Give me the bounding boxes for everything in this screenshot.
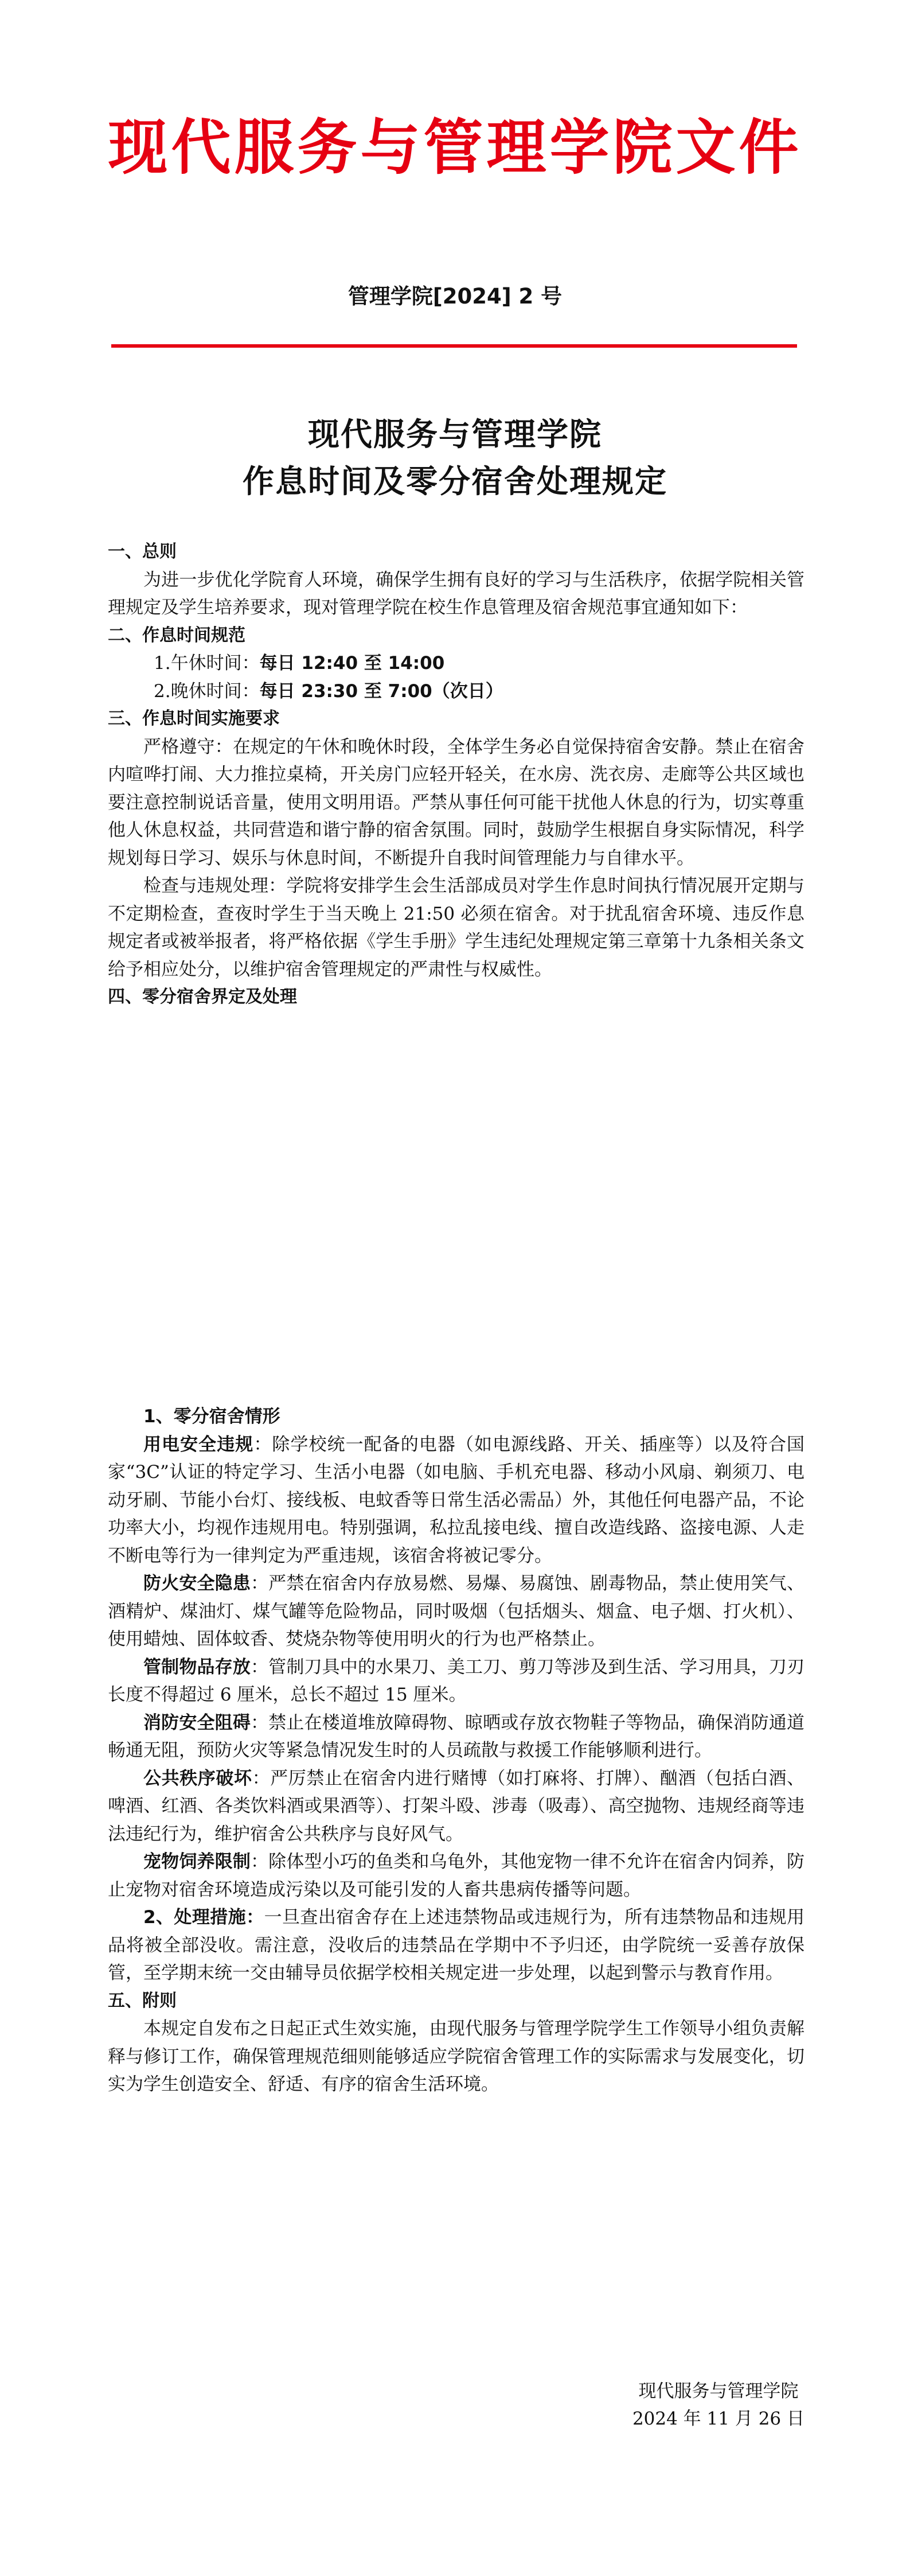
case-electrical-label: 用电安全违规: [143, 1434, 254, 1455]
schedule-item-night-rest: [108, 678, 804, 706]
signature-date: 2024 年 11 月 26 日: [632, 2408, 804, 2429]
document-header-title: 现代服务与管理学院文件: [108, 112, 802, 182]
section-general-paragraph: 为进一步优化学院育人环境，确保学生拥有良好的学习与生活秩序，依据学院相关管理规定及学生培养要求，现对管理学院在校生作息管理及宿舍规范事宜通知如下：: [108, 569, 804, 618]
case-order-label: 公共秩序破坏: [143, 1768, 252, 1789]
handling-measures: [108, 1904, 804, 1987]
case-pet-text: ：除体型小巧的鱼类和乌龟外，其他宠物一律不允许在宿舍内饲养，防止宠物对宿舍环境造成污染以及可能引发的人畜共患病传播等问题。: [108, 1851, 804, 1900]
case-public-order: [108, 1765, 804, 1849]
requirements-paragraph-inspection: 检查与违规处理：学院将安排学生会生活部成员对学生作息时间执行情况展开定期与不定期检查，查夜时学生于当天晚上 21:50 必须在宿舍。对于扰乱宿舍环境、违反作息规定者或被举报者，将严格依据《学生手册》学生违纪处理规定第三章第十九条相关条文给予相应处分，以维护宿舍管理规定的严肃性与权威性。: [108, 875, 804, 980]
handling-measures-label: 2、处理措施：: [143, 1907, 264, 1928]
signature-block: [632, 2377, 804, 2433]
section-heading-requirements: 三、作息时间实施要求: [108, 709, 280, 729]
supplementary-paragraph: 本规定自发布之日起正式生效实施，由现代服务与管理学院学生工作领导小组负责解释与修订工作，确保管理规范细则能够适应学院宿舍管理工作的实际需求与发展变化，切实为学生创造安全、舒适、有序的宿舍生活环境。: [108, 2018, 804, 2095]
section-heading-schedule: 二、作息时间规范: [108, 625, 245, 645]
document-title-line-2: 作息时间及零分宿舍处理规定: [242, 463, 667, 500]
case-controlled-items: [108, 1653, 804, 1709]
section-heading-supplementary: 五、附则: [108, 1990, 177, 2011]
zero-score-cases-heading: 1、零分宿舍情形: [143, 1406, 280, 1427]
case-electrical-safety: [108, 1431, 804, 1570]
requirements-paragraph-compliance: 严格遵守：在规定的午休和晚休时段，全体学生务必自觉保持宿舍安静。禁止在宿舍内喧哗打闹、大力推拉桌椅，开关房门应轻开轻关，在水房、洗衣房、走廊等公共区域也要注意控制说话音量，使用文明用语。严禁从事任何可能干扰他人休息的行为，切实尊重他人休息权益，共同营造和谐宁静的宿舍氛围。同时，鼓励学生根据自身实际情况，科学规划每日学习、娱乐与休息时间，不断提升自我时间管理能力与自律水平。: [108, 736, 804, 869]
case-fire-hazard: [108, 1570, 804, 1653]
section-heading-zero-score: 四、零分宿舍界定及处理: [108, 987, 297, 1007]
handling-measures-text: 一旦查出宿舍存在上述违禁物品或违规行为，所有违禁物品和违规用品将被全部没收。需注意，没收后的违禁品在学期中不予归还，由学院统一妥善存放保管，至学期末统一交由辅导员依据学校相关规定进一步处理，以起到警示与教育作用。: [108, 1907, 804, 1983]
schedule-item-night-value: 每日 23:30 至 7:00（次日）: [259, 680, 503, 702]
case-pet-label: 宠物饲养限制: [143, 1851, 251, 1872]
signature-organization: 现代服务与管理学院: [638, 2381, 799, 2402]
schedule-item-noon-value: 每日 12:40 至 14:00: [259, 653, 445, 674]
schedule-item-noon-rest: [108, 649, 804, 678]
document-title-line-1: 现代服务与管理学院: [307, 416, 602, 453]
case-fire-text: ：严禁在宿舍内存放易燃、易爆、易腐蚀、剧毒物品，禁止使用笑气、酒精炉、煤油灯、煤气罐等危险物品，同时吸烟（包括烟头、烟盒、电子烟、打火机）、使用蜡烛、固体蚊香、焚烧杂物等使用明火的行为也严格禁止。: [108, 1573, 804, 1649]
section-heading-general: 一、总则: [108, 542, 177, 562]
case-blocking-label: 消防安全阻碍: [143, 1712, 251, 1733]
case-controlled-label: 管制物品存放: [143, 1656, 251, 1678]
case-fire-escape-blocking: [108, 1709, 804, 1765]
body-sections-1-4: [108, 538, 804, 1011]
case-pet-keeping: [108, 1848, 804, 1904]
case-controlled-text: ：管制刀具中的水果刀、美工刀、剪刀等涉及到生活、学习用具，刀刃长度不得超过 6 厘米，总长不超过 15 厘米。: [108, 1656, 804, 1705]
case-fire-label: 防火安全隐患: [143, 1573, 251, 1594]
red-divider-rule: [111, 344, 797, 348]
case-order-text: ：严厉禁止在宿舍内进行赌博（如打麻将、打牌）、酗酒（包括白酒、啤酒、红酒、各类饮料酒或果酒等）、打架斗殴、涉毒（吸毒）、高空抛物、违规经商等违法违纪行为，维护宿舍公共秩序与良好风气。: [108, 1768, 805, 1845]
schedule-item-noon-label: 1.午休时间：: [154, 653, 260, 674]
document-number: 管理学院[2024] 2 号: [347, 284, 563, 309]
case-blocking-text: ：禁止在楼道堆放障碍物、晾晒或存放衣物鞋子等物品，确保消防通道畅通无阻，预防火灾等紧急情况发生时的人员疏散与救援工作能够顺利进行。: [108, 1712, 804, 1761]
schedule-item-night-label: 2.晚休时间：: [154, 680, 260, 702]
case-electrical-text: ：除学校统一配备的电器（如电源线路、开关、插座等）以及符合国家“3C”认证的特定学习、生活小电器（如电脑、手机充电器、移动小风扇、剃须刀、电动牙刷、节能小台灯、接线板、电蚊香等日常生活必需品）外，其他任何电器产品，不论功率大小，均视作违规用电。特别强调，私拉乱接电线、擅自改造线路、盗接电源、人走不断电等行为一律判定为严重违规，该宿舍将被记零分。: [108, 1434, 804, 1566]
body-sections-4-5: [108, 1403, 804, 2099]
